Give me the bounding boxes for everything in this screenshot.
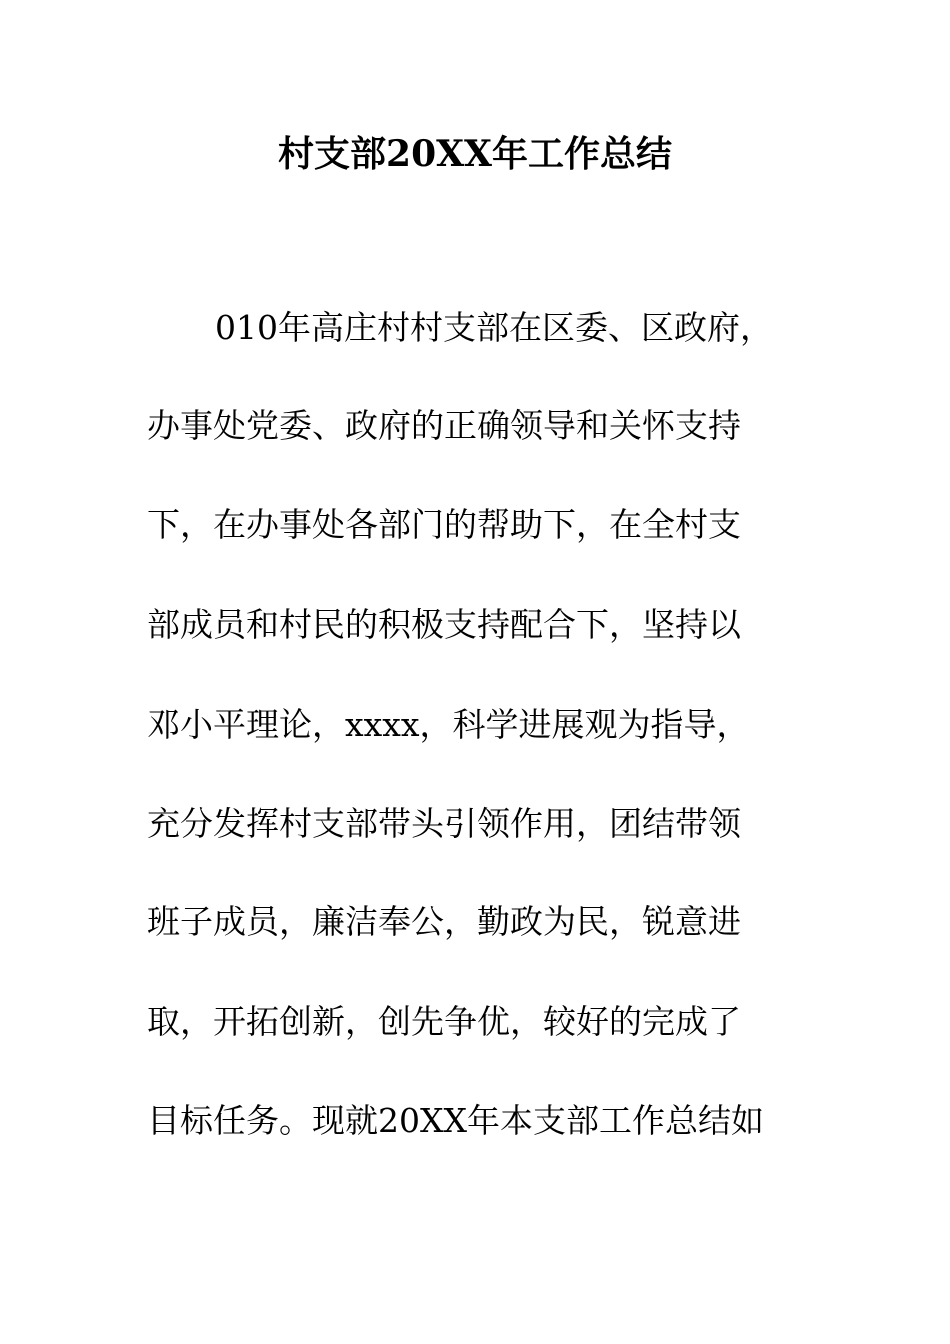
body-line: 下，在办事处各部门的帮助下，在全村支	[147, 505, 741, 544]
body-line: 办事处党委、政府的正确领导和关怀支持	[147, 406, 741, 445]
body-line: 班子成员，廉洁奉公，勤政为民，锐意进	[147, 902, 741, 941]
body-line: 取，开拓创新，创先争优，较好的完成了	[147, 1002, 741, 1041]
body-line: 部成员和村民的积极支持配合下，坚持以	[147, 605, 741, 644]
body-line: 目标任务。现就20XX年本支部工作总结如	[147, 1101, 764, 1140]
body-line: 010年高庄村村支部在区委、区政府，	[215, 308, 773, 347]
document-title: 村支部20XX年工作总结	[278, 133, 672, 175]
body-line: 邓小平理论，xxxx，科学进展观为指导，	[147, 705, 750, 744]
body-line: 充分发挥村支部带头引领作用，团结带领	[147, 804, 741, 843]
